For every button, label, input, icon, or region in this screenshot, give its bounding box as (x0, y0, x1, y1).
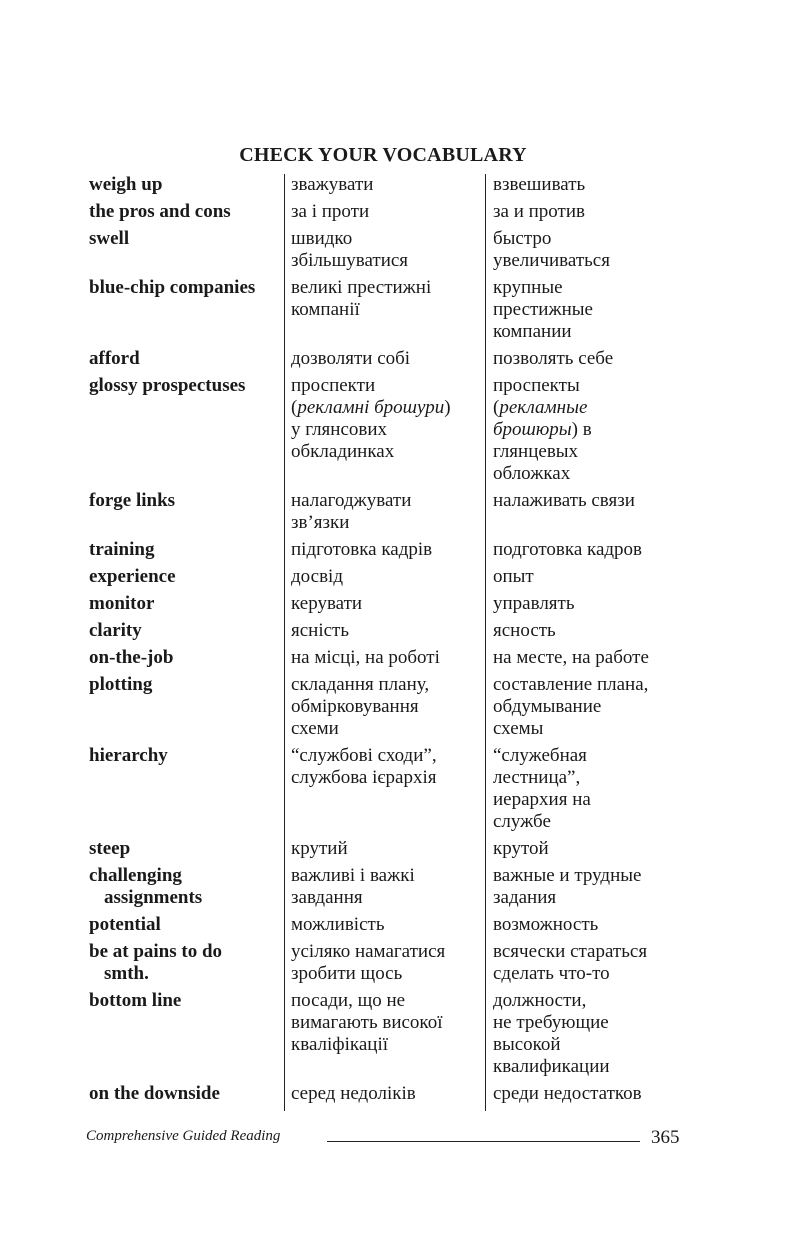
translation-ukrainian-line: компанії (291, 299, 360, 320)
translation-russian-line: возможность (493, 914, 599, 935)
translation-russian-line: “служебная (493, 745, 587, 766)
translation-russian-line: составление плана, (493, 674, 649, 695)
term-english (89, 348, 284, 370)
vocab-row (89, 838, 689, 860)
vocab-row (89, 539, 689, 561)
translation-russian-line: важные и трудные (493, 865, 642, 886)
term-english (89, 277, 284, 343)
translation-russian (486, 941, 686, 985)
translation-russian-line: должности, (493, 990, 587, 1011)
translation-russian (486, 865, 686, 909)
term-english (89, 620, 284, 642)
translation-russian-line: службе (493, 811, 551, 832)
translation-russian-line: позволять себе (493, 348, 614, 369)
translation-ukrainian-line: підготовка кадрів (291, 539, 433, 560)
term-english-line: the pros and cons (89, 201, 231, 222)
term-english (89, 539, 284, 561)
translation-ukrainian-line: ясність (291, 620, 350, 641)
translation-russian-line: за и против (493, 201, 585, 222)
translation-ukrainian-line: вимагають високої (291, 1012, 443, 1033)
translation-russian-line: среди недостатков (493, 1083, 642, 1104)
translation-ukrainian-line: великі престижні (291, 277, 432, 298)
translation-ukrainian-line: крутий (291, 838, 348, 859)
footer-book-title: Comprehensive Guided Reading (86, 1128, 281, 1144)
term-english-line: bottom line (89, 990, 182, 1011)
translation-russian-line: крутой (493, 838, 549, 859)
translation-ukrainian (284, 566, 486, 588)
translation-ukrainian (284, 745, 486, 833)
vocab-row (89, 375, 689, 485)
vocab-row (89, 647, 689, 669)
translation-ukrainian (284, 228, 486, 272)
translation-ukrainian-line: посади, що не (291, 990, 406, 1011)
translation-russian-line: сделать что-то (493, 963, 610, 984)
translation-ukrainian-line: дозволяти собі (291, 348, 411, 369)
translation-ukrainian (284, 1083, 486, 1105)
vocab-row (89, 990, 689, 1078)
translation-ukrainian-line: на місці, на роботі (291, 647, 440, 668)
term-english-line: swell (89, 228, 130, 249)
translation-russian-line: высокой (493, 1034, 561, 1055)
translation-russian (486, 620, 686, 642)
vocab-row (89, 277, 689, 343)
translation-ukrainian-line: серед недоліків (291, 1083, 416, 1104)
vocab-row (89, 745, 689, 833)
translation-ukrainian-line: зробити щось (291, 963, 403, 984)
vocabulary-table (89, 174, 689, 1110)
translation-russian-line: обложках (493, 463, 571, 484)
vocab-row (89, 941, 689, 985)
translation-russian-line: глянцевых (493, 441, 579, 462)
translation-ukrainian (284, 201, 486, 223)
translation-russian-line: престижные (493, 299, 593, 320)
translation-russian (486, 277, 686, 343)
translation-ukrainian (284, 174, 486, 196)
term-english-line: hierarchy (89, 745, 168, 766)
translation-ukrainian (284, 941, 486, 985)
term-english-line: afford (89, 348, 140, 369)
translation-ukrainian (284, 914, 486, 936)
translation-russian-line: подготовка кадров (493, 539, 643, 560)
term-english (89, 745, 284, 833)
term-english-line: be at pains to do (89, 941, 223, 962)
translation-russian-line: задания (493, 887, 557, 908)
translation-russian (486, 566, 686, 588)
translation-ukrainian-line: завдання (291, 887, 363, 908)
vocab-row (89, 201, 689, 223)
translation-russian-line: опыт (493, 566, 534, 587)
translation-russian (486, 1083, 686, 1105)
translation-ukrainian-line: збільшуватися (291, 250, 409, 271)
term-english-line: monitor (89, 593, 155, 614)
translation-russian (486, 914, 686, 936)
translation-ukrainian (284, 375, 486, 485)
translation-ukrainian-line: обкладинках (291, 441, 395, 462)
translation-russian-line: увеличиваться (493, 250, 610, 271)
translation-ukrainian-line: (рекламні брошури) (291, 397, 451, 418)
translation-russian-line: налаживать связи (493, 490, 635, 511)
translation-russian (486, 745, 686, 833)
translation-ukrainian (284, 838, 486, 860)
translation-ukrainian (284, 277, 486, 343)
translation-russian-line: управлять (493, 593, 575, 614)
translation-ukrainian-line: можливість (291, 914, 385, 935)
translation-ukrainian-line: “службові сходи”, (291, 745, 437, 766)
translation-russian-line: лестница”, (493, 767, 581, 788)
translation-russian-line: иерархия на (493, 789, 591, 810)
term-english-line: weigh up (89, 174, 163, 195)
term-english-line: training (89, 539, 155, 560)
translation-russian-line: схемы (493, 718, 544, 739)
translation-russian-line: крупные (493, 277, 563, 298)
translation-ukrainian-line: у глянсових (291, 419, 388, 440)
translation-russian-line: всячески стараться (493, 941, 648, 962)
translation-ukrainian (284, 539, 486, 561)
term-english (89, 865, 284, 909)
term-english (89, 941, 284, 985)
translation-russian-line: обдумывание (493, 696, 602, 717)
translation-russian (486, 990, 686, 1078)
translation-russian (486, 674, 686, 740)
translation-russian (486, 174, 686, 196)
translation-russian-line: быстро (493, 228, 552, 249)
term-english-line: forge links (89, 490, 176, 511)
vocab-row (89, 674, 689, 740)
translation-russian-line: не требующие (493, 1012, 609, 1033)
translation-ukrainian-line: службова ієрархія (291, 767, 437, 788)
translation-russian-line: компании (493, 321, 572, 342)
vocab-row (89, 228, 689, 272)
page-number: 365 (651, 1127, 680, 1148)
translation-ukrainian-line: налагоджувати (291, 490, 412, 511)
term-english (89, 1083, 284, 1105)
term-english (89, 838, 284, 860)
translation-ukrainian-line: проспекти (291, 375, 376, 396)
term-english-line: on-the-job (89, 647, 174, 668)
term-english-line: plotting (89, 674, 153, 695)
translation-russian-line: на месте, на работе (493, 647, 649, 668)
vocab-row (89, 865, 689, 909)
term-english (89, 201, 284, 223)
translation-ukrainian-line: усіляко намагатися (291, 941, 446, 962)
translation-ukrainian (284, 647, 486, 669)
translation-russian (486, 838, 686, 860)
translation-russian-line: брошюры) в (493, 419, 592, 440)
vocab-row (89, 566, 689, 588)
term-english (89, 375, 284, 485)
translation-ukrainian (284, 620, 486, 642)
term-english (89, 674, 284, 740)
term-english-line: smth. (104, 963, 149, 984)
translation-russian-line: ясность (493, 620, 556, 641)
page-title: CHECK YOUR VOCABULARY (239, 144, 527, 166)
vocab-row (89, 914, 689, 936)
translation-ukrainian-line: досвід (291, 566, 343, 587)
term-english (89, 490, 284, 534)
term-english-line: blue-chip companies (89, 277, 256, 298)
vocab-row (89, 174, 689, 196)
term-english-line: clarity (89, 620, 142, 641)
term-english (89, 914, 284, 936)
term-english (89, 990, 284, 1078)
translation-russian-line: (рекламные (493, 397, 588, 418)
translation-ukrainian (284, 348, 486, 370)
translation-russian (486, 228, 686, 272)
translation-russian (486, 593, 686, 615)
term-english-line: steep (89, 838, 131, 859)
translation-ukrainian-line: керувати (291, 593, 363, 614)
vocab-row (89, 620, 689, 642)
translation-russian (486, 348, 686, 370)
translation-russian (486, 201, 686, 223)
translation-ukrainian-line: схеми (291, 718, 339, 739)
term-english-line: potential (89, 914, 161, 935)
translation-russian-line: проспекты (493, 375, 580, 396)
term-english-line: challenging (89, 865, 182, 886)
translation-ukrainian (284, 593, 486, 615)
term-english-line: experience (89, 566, 176, 587)
term-english-line: glossy prospectuses (89, 375, 246, 396)
translation-ukrainian-line: зв’язки (291, 512, 350, 533)
vocab-row (89, 593, 689, 615)
translation-russian (486, 375, 686, 485)
translation-ukrainian-line: обмірковування (291, 696, 419, 717)
term-english (89, 647, 284, 669)
translation-russian (486, 647, 686, 669)
translation-russian (486, 490, 686, 534)
translation-ukrainian-line: зважувати (291, 174, 374, 195)
term-english (89, 593, 284, 615)
vocab-row (89, 348, 689, 370)
term-english (89, 174, 284, 196)
translation-ukrainian-line: складання плану, (291, 674, 430, 695)
translation-ukrainian (284, 990, 486, 1078)
footer-rule (327, 1141, 640, 1142)
translation-ukrainian (284, 674, 486, 740)
term-english (89, 228, 284, 272)
translation-ukrainian-line: кваліфікації (291, 1034, 389, 1055)
translation-ukrainian (284, 490, 486, 534)
term-english (89, 566, 284, 588)
vocab-row (89, 490, 689, 534)
translation-russian-line: квалификации (493, 1056, 610, 1077)
translation-russian (486, 539, 686, 561)
translation-russian-line: взвешивать (493, 174, 586, 195)
vocab-row (89, 1083, 689, 1105)
term-english-line: assignments (104, 887, 203, 908)
translation-ukrainian-line: важливі і важкі (291, 865, 415, 886)
translation-ukrainian-line: швидко (291, 228, 353, 249)
term-english-line: on the downside (89, 1083, 220, 1104)
translation-ukrainian (284, 865, 486, 909)
translation-ukrainian-line: за і проти (291, 201, 370, 222)
